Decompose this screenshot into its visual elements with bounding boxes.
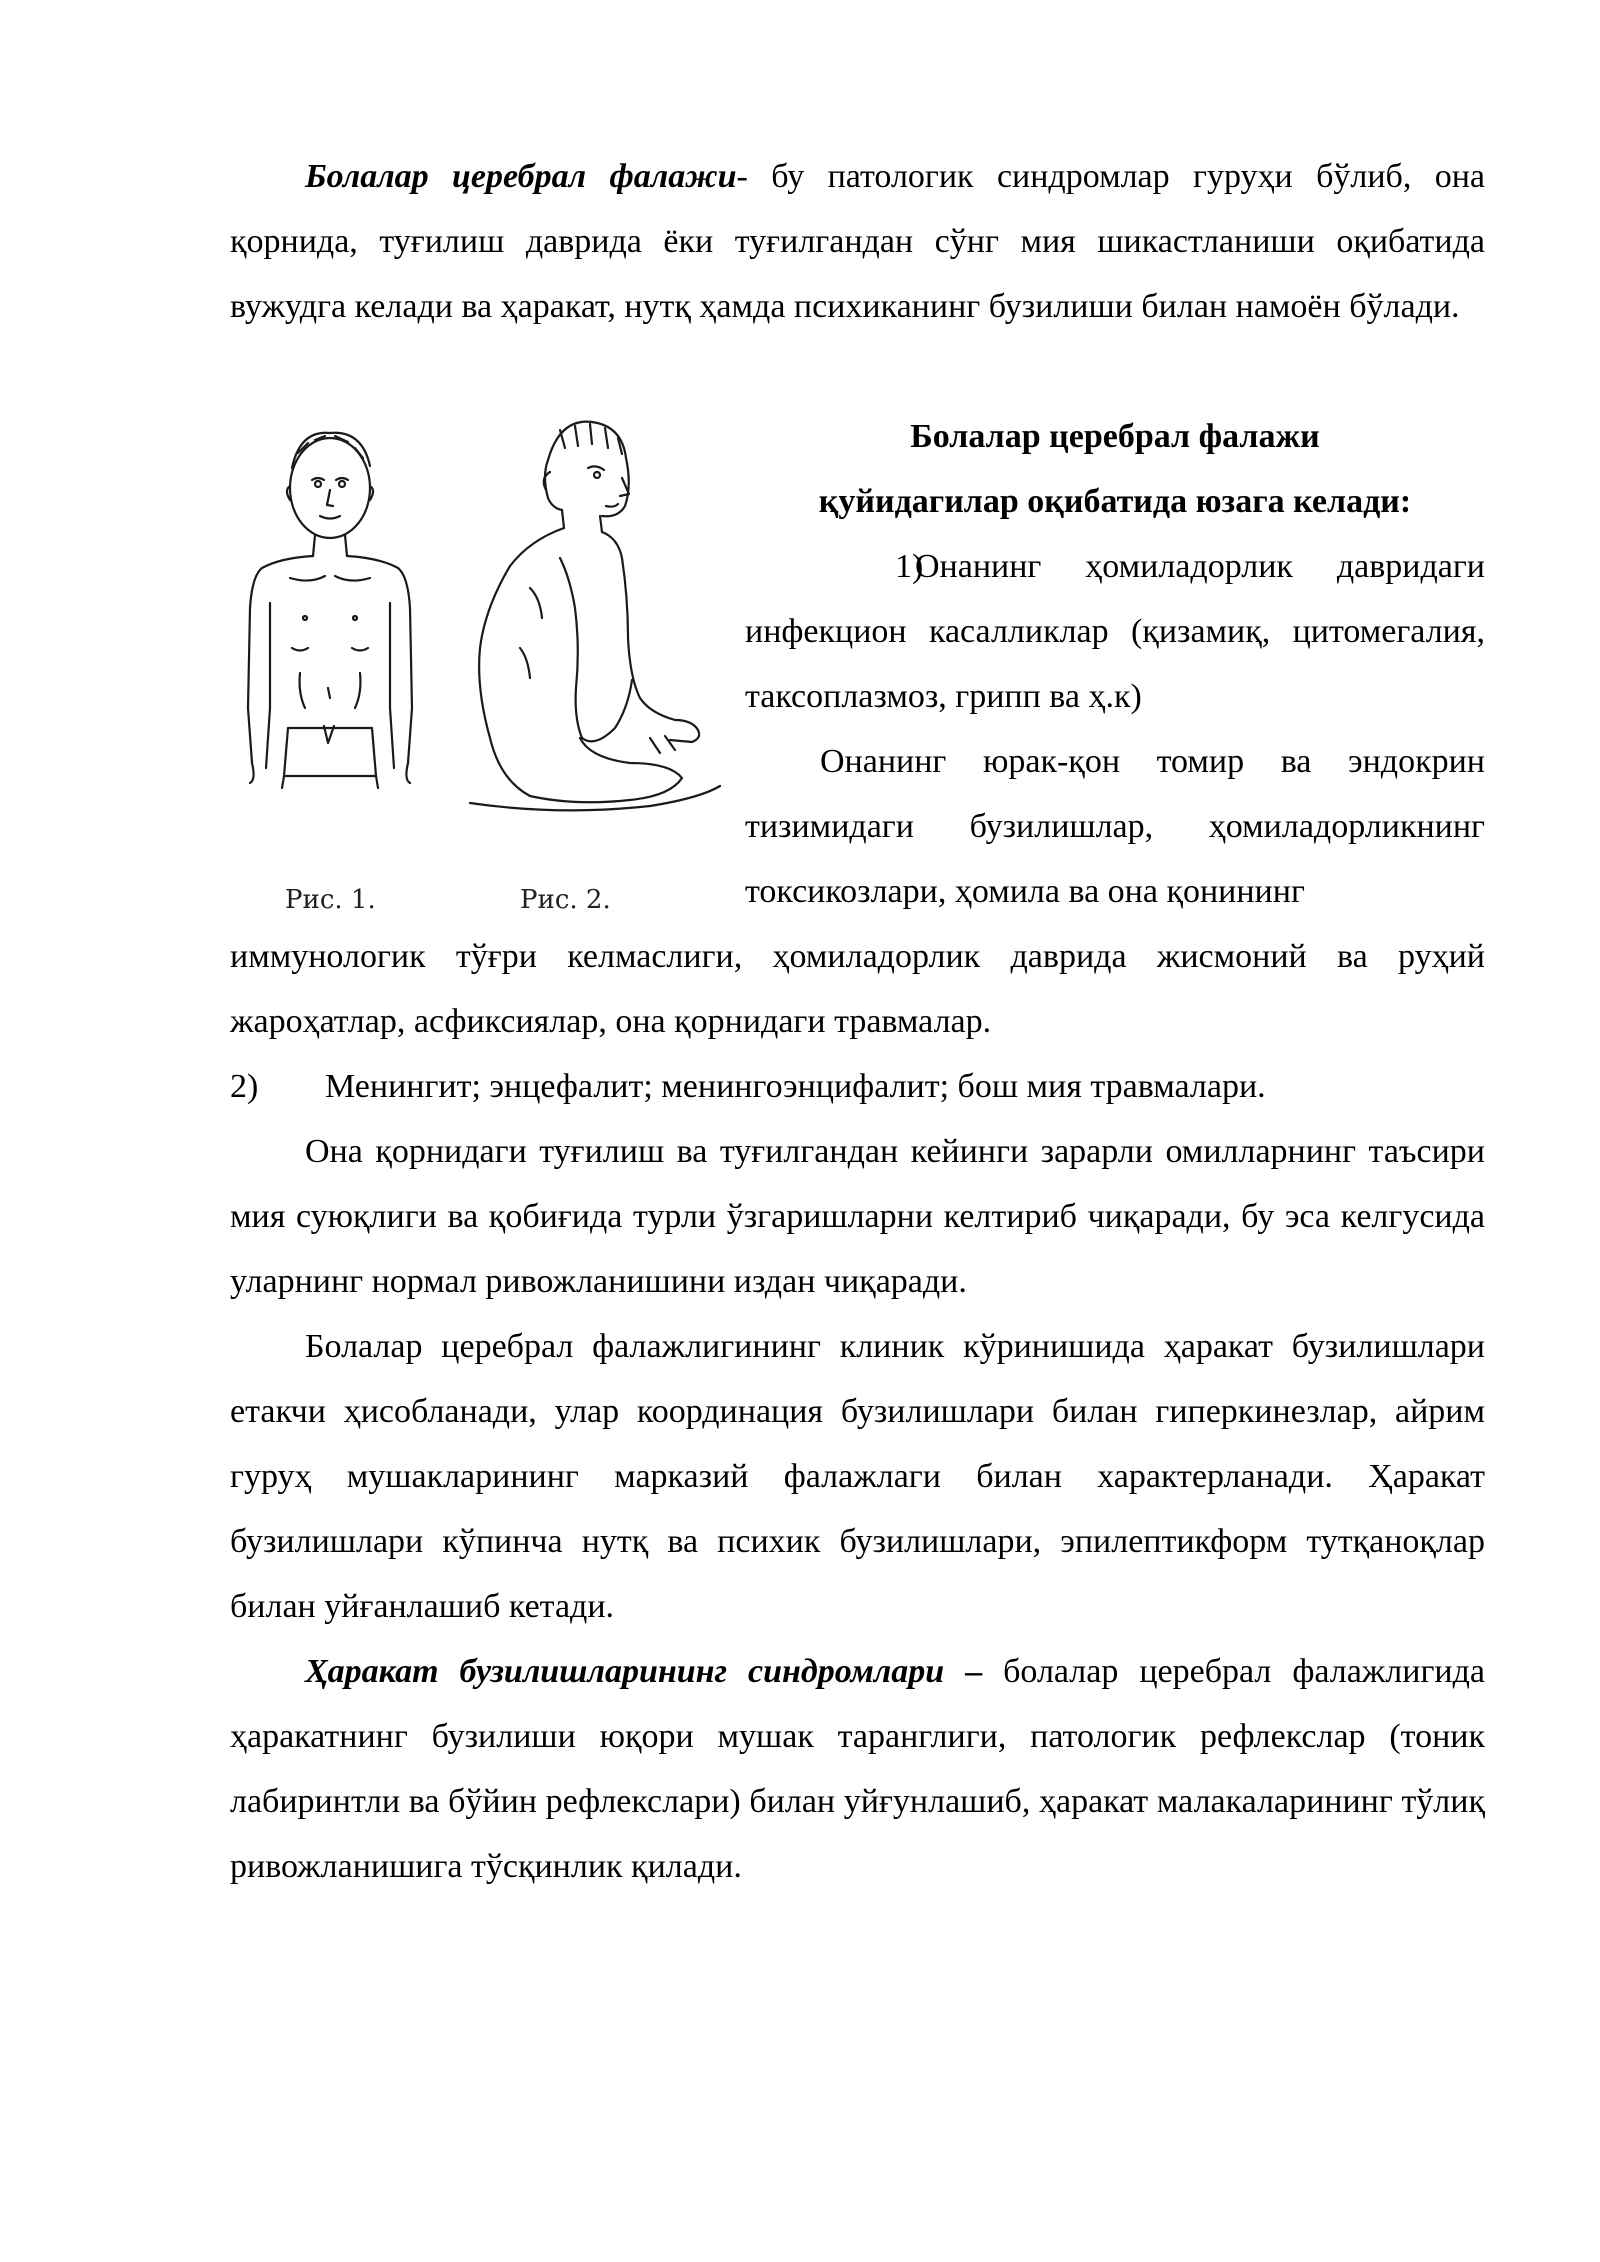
paragraph-5-term: Ҳаракат бузилишларининг синдромлари [305,1653,945,1690]
figure-caption-2: Рис. 2. [520,885,611,915]
paragraph-5-dash: – [944,1653,1004,1690]
lower-paragraphs [230,1119,1485,1899]
paragraph-5-text: болалар церебрал фалажлигида ҳаракатнинг бузилиши юқори мушак таранглиги, патологик рефлекслар (тоник лабиринтли ва бўйин рефлекслари) билан уйғунлашиб, ҳаракат малакаларининг тўлиқ ривожланишига тўсқинлик қилади. [230,1653,1485,1885]
item-1-cont-side: Онанинг юрак-қон томир ва эндокрин тизимидаги бузилишлар, ҳомиладорликнинг токсикозлари, ҳомила ва она қонининг [745,743,1485,910]
item-1-side-column [745,534,1485,924]
child-figures-drawing [230,408,730,938]
standing-child-figure [248,433,412,788]
item-2 [230,1054,1485,1119]
intro-paragraph [230,144,1485,339]
paragraph-3: Она қорнидаги туғилиш ва туғилгандан кейинги зарарли омилларнинг таъсири мия суюқлиги ва қобиғида турли ўзгаришларни келтириб чиқаради, бу эса келгусида уларнинг нормал ривожланишини издан чиқаради. [230,1133,1485,1300]
item-1-number: 1) [895,548,924,585]
intro-text: - бу патологик синдромлар гуруҳи бўлиб, она қорнида, туғилиш даврида ёки туғилгандан сўнг мия шикастланиши оқибатида вужудга келади ва ҳаракат, нутқ ҳамда психиканинг бузилиши билан намоён бўлади. [230,158,1485,325]
intro-term: Болалар церебрал фалажи [305,158,737,195]
paragraph-4: Болалар церебрал фалажлигининг клиник кўринишида ҳаракат бузилишлари етакчи ҳисобланади, улар координация бузилишлари билан гиперкинезлар, айрим гуруҳ мушакларининг марказий фалажлаги билан характерланади. Ҳаракат бузилишлари кўпинча нутқ ва психик бузилишлари, эпилептикформ тутқаноқлар билан уйғанлашиб кетади. [230,1328,1485,1625]
figure-caption-1: Рис. 1. [285,885,376,915]
section-heading-line-1: Болалар церебрал фалажи [910,418,1320,455]
item-2-number: 2) [230,1068,259,1105]
item-1-cont-wrap-text: иммунологик тўғри келмаслиги, ҳомиладорлик даврида жисмоний ва руҳий жароҳатлар, асфиксиялар, она қорнидаги травмалар. [230,938,1485,1040]
section-heading-line-2: қуйидагилар оқибатида юзага келади: [818,483,1412,520]
item-1 [745,534,1485,729]
paragraph-5 [230,1639,1485,1899]
sitting-child-figure [470,422,720,811]
item-1-cont-wrap [230,924,1485,1054]
figure-illustration [230,408,730,938]
item-2-text: Менингит; энцефалит; менингоэнцифалит; бош мия травмалари. [325,1068,1266,1105]
item-1-text: Онанинг ҳомиладорлик давридаги инфекцион касалликлар (қизамиқ, цитомегалия, таксоплазмоз, грипп ва ҳ.к) [745,548,1485,715]
